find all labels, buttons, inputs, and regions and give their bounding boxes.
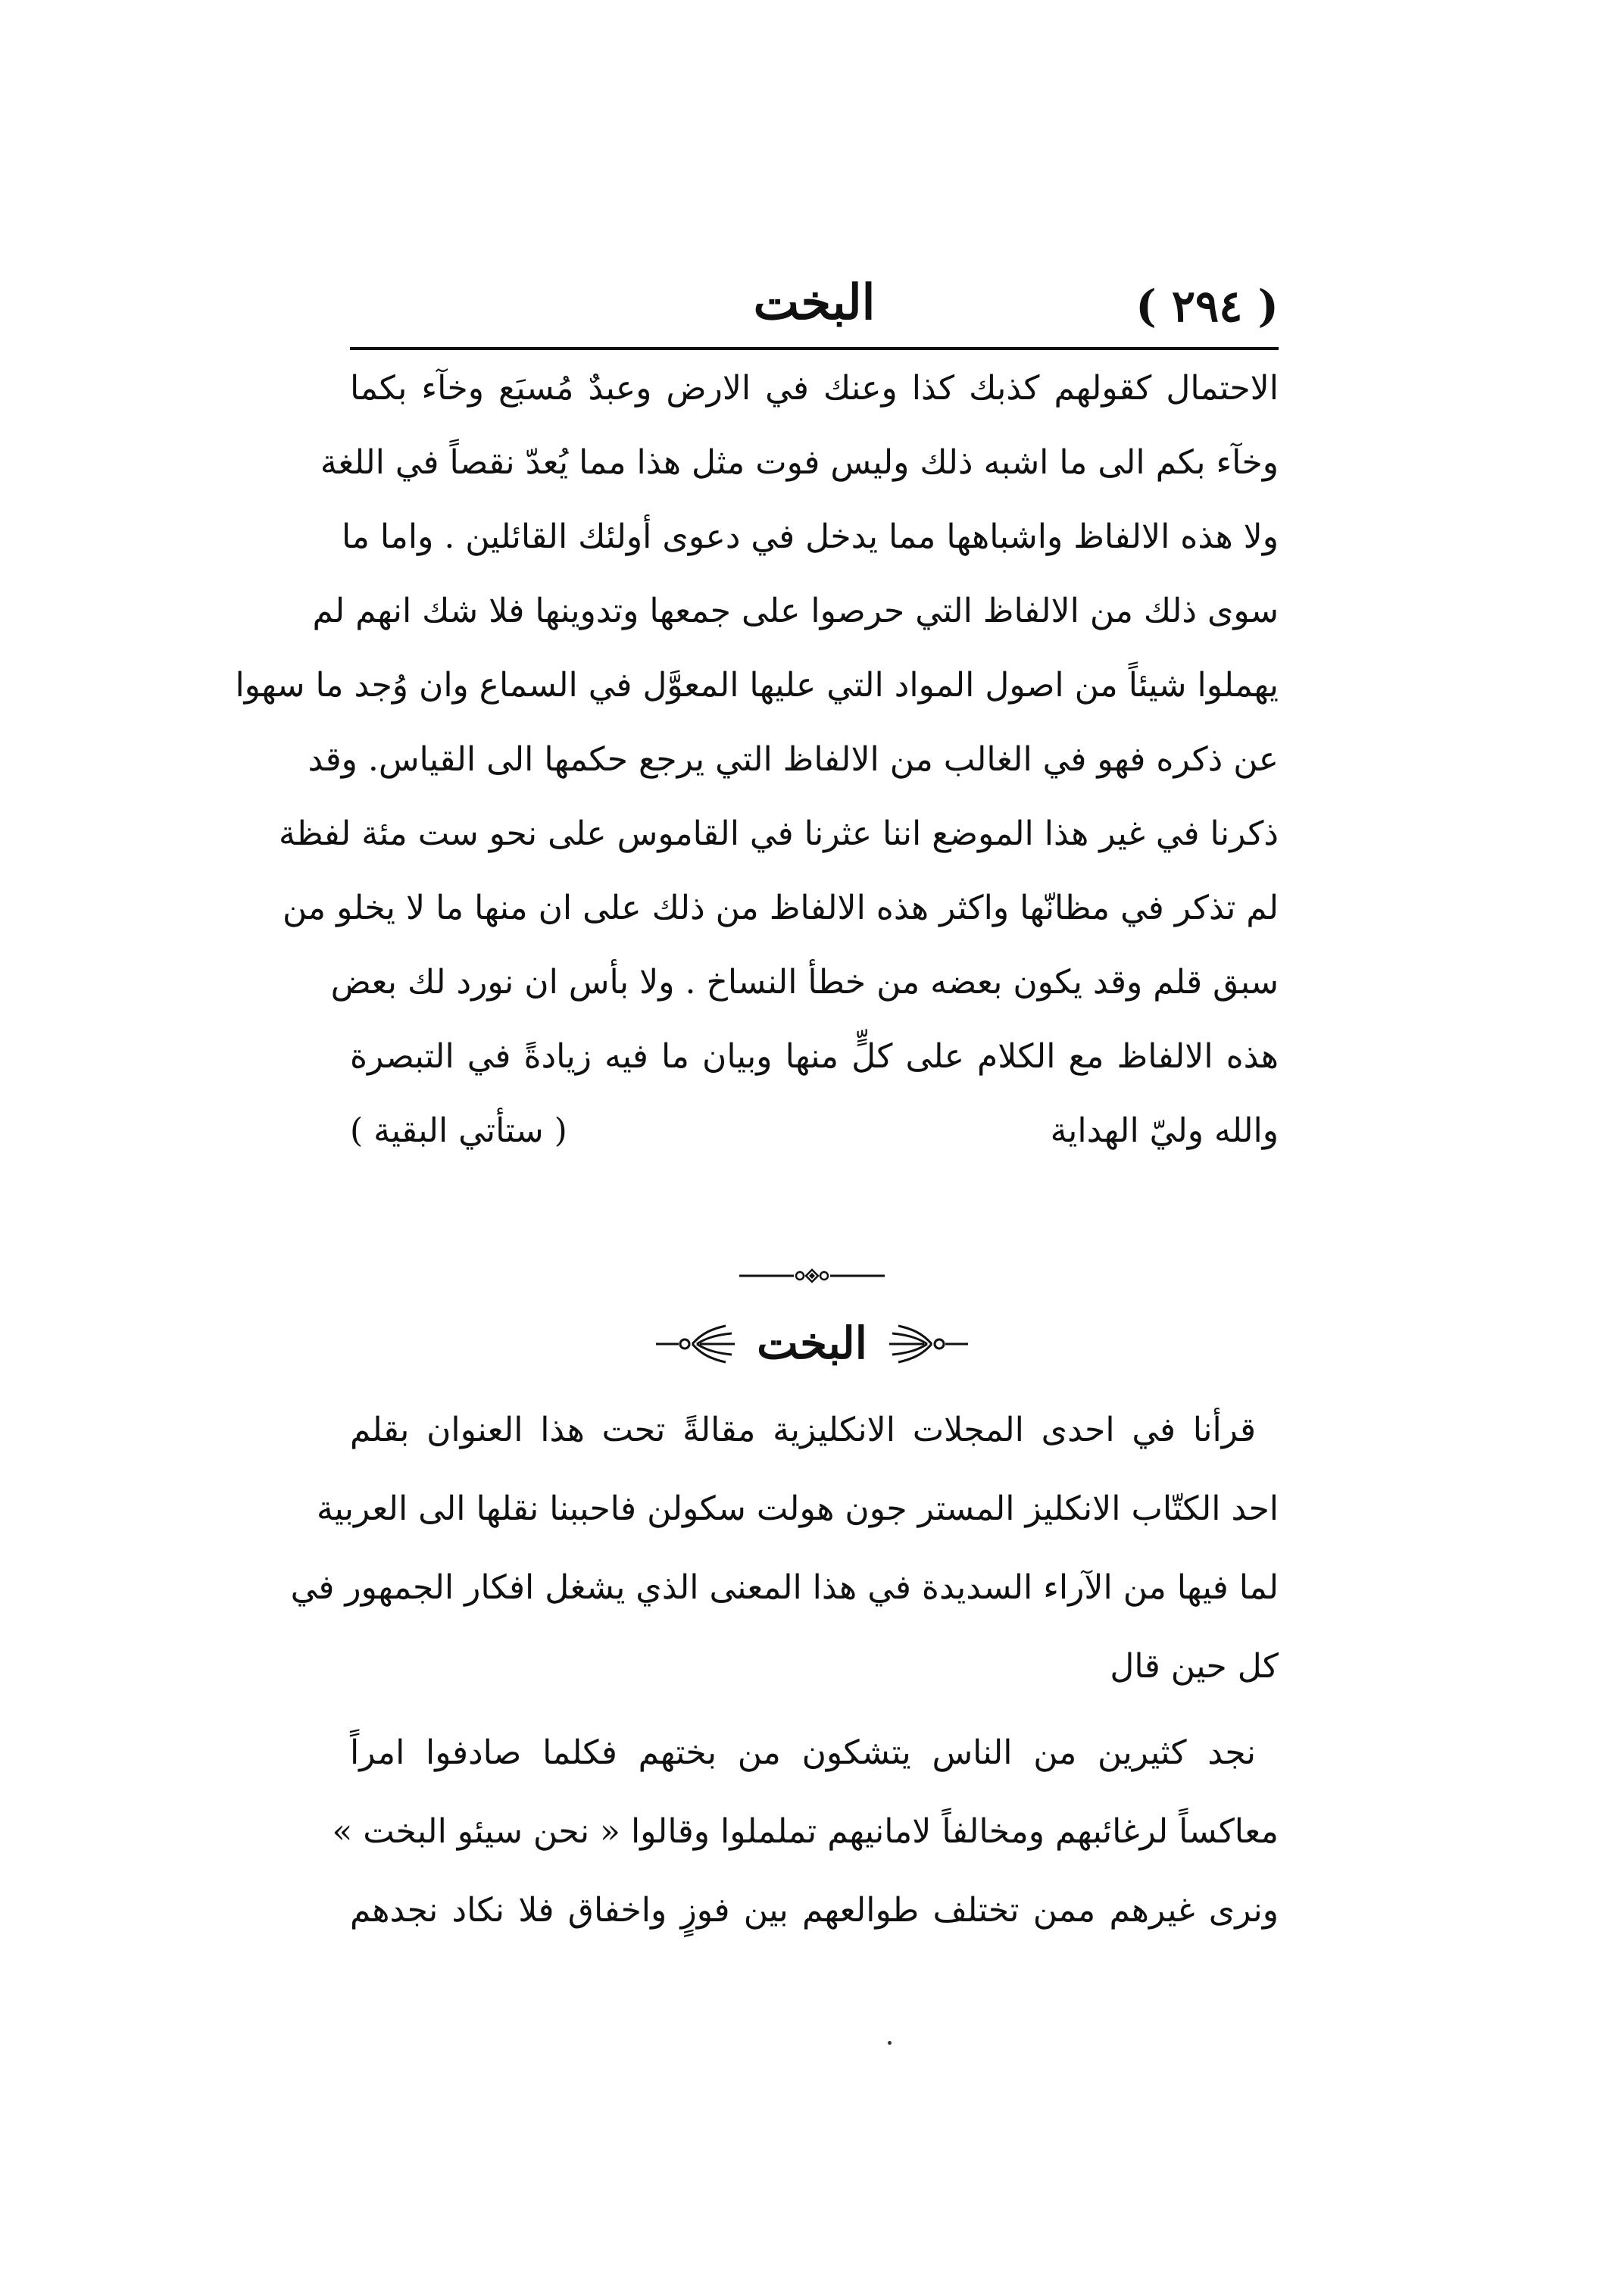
text-line: قرأنا في احدى المجلات الانكليزية مقالةً تحت هذا العنوان بقلم [350,1411,1256,1449]
text-line: يهملوا شيئاً من اصول المواد التي عليها المعوَّل في السماع وان وُجد ما سهوا [235,666,1279,705]
closing-phrase: والله وليّ الهداية [1050,1111,1279,1150]
to-be-continued-note: ( ستأتي البقية ) [350,1111,567,1150]
text-line: ذكرنا في غير هذا الموضع اننا عثرنا في القاموس على نحو ست مئة لفظة [278,814,1279,853]
header-rule [350,347,1279,350]
text-line: لما فيها من الآراء السديدة في هذا المعنى الذي يشغل افكار الجمهور في [290,1568,1279,1607]
article-paragraph-1 [290,1391,1279,1706]
text-line: معاكساً لرغائبهم ومخالفاً لامانيهم تململوا وقالوا « نحن سيئو البخت » [332,1812,1279,1851]
page-number: ( ٢٩٤ ) [1135,280,1279,332]
text-line: كل حين قال [1110,1647,1279,1686]
text-line: سبق قلم وقد يكون بعضه من خطأ النساخ . ولا بأس ان نورد لك بعض [330,963,1279,1002]
text-line: الاحتمال كقولهم كذبك كذا وعنك في الارض وعبدٌ مُسبَع وخآء بكما [350,369,1279,408]
text-line: احد الكتّاب الانكليز المستر جون هولت سكولن فاحببنا نقلها الى العربية [316,1489,1279,1528]
section-heading [653,1311,971,1379]
text-line: لم تذكر في مظانّها واكثر هذه الالفاظ من ذلك على ان منها ما لا يخلو من [283,889,1279,927]
heading-flourish-left-icon [653,1323,736,1365]
running-title: البخت [753,274,876,331]
text-line: سوى ذلك من الالفاظ التي حرصوا على جمعها وتدوينها فلا شك انهم لم [312,592,1279,630]
heading-flourish-right-icon [888,1323,971,1365]
text-line: ولا هذه الالفاظ واشباهها مما يدخل في دعوى أولئك القائلين . واما ما [341,517,1279,556]
text-line: ونرى غيرهم ممن تختلف طوالعهم بين فوزٍ واخفاق فلا نكاد نجدهم [350,1891,1279,1930]
section-title: البخت [757,1317,867,1369]
closing-line [350,1094,1279,1168]
section-divider-ornament [736,1267,888,1285]
text-line: عن ذكره فهو في الغالب من الالفاظ التي يرجع حكمها الى القياس. وقد [308,740,1279,779]
article-paragraph-2 [332,1714,1279,1950]
text-line: وخآء بكم الى ما اشبه ذلك وليس فوت مثل هذا مما يُعدّ نقصاً في اللغة [320,443,1279,482]
ink-speck [888,2041,892,2045]
page-header [350,273,1279,341]
continued-article-text [235,352,1279,1168]
text-line: نجد كثيرين من الناس يتشكون من بختهم فكلما صادفوا امراً [350,1733,1256,1772]
text-line: هذه الالفاظ مع الكلام على كلٍّ منها وبيان ما فيه زيادةً في التبصرة [350,1037,1279,1076]
